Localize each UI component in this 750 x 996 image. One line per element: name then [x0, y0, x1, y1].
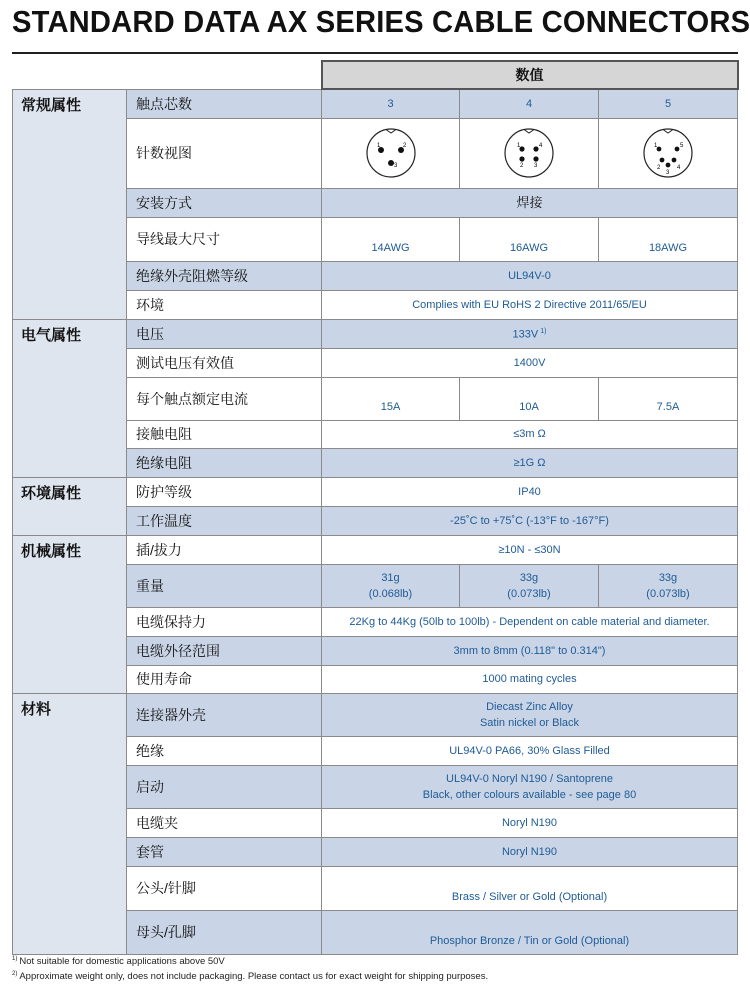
- label-mounting: 安装方式: [127, 188, 322, 217]
- label-voltage: 电压: [127, 319, 322, 348]
- table-row: [13, 89, 738, 118]
- label-protection: 防护等级: [127, 477, 322, 506]
- female-value: Phosphor Bronze / Tin or Gold (Optional): [322, 910, 738, 954]
- label-contacts: 触点芯数: [127, 89, 322, 118]
- category-environmental: 环境属性: [13, 477, 127, 535]
- label-current: 每个触点额定电流: [127, 377, 322, 420]
- category-electrical: 电气属性: [13, 319, 127, 477]
- title-rule: [12, 52, 738, 54]
- pin5-label-3: 3: [666, 170, 670, 176]
- weight-5: [599, 564, 738, 607]
- clamp-value: Noryl N190: [322, 808, 738, 837]
- footnote-2-mark: 2): [12, 971, 18, 978]
- current-5: 7.5A: [599, 377, 738, 420]
- mounting-value: 焊接: [322, 188, 738, 217]
- label-pin-view: 针数视图: [127, 118, 322, 188]
- pin4-label-2: 2: [520, 163, 524, 169]
- footnote-1: [12, 953, 488, 968]
- footnote-1-mark: 1): [12, 956, 18, 962]
- label-environment: 环境: [127, 290, 322, 319]
- header-blank: [13, 61, 322, 89]
- label-retention: 电缆保持力: [127, 607, 322, 636]
- shell-line-1: Diecast Zinc Alloy: [486, 700, 573, 713]
- pin5-label-2: 2: [657, 165, 661, 171]
- wire-size-4: 16AWG: [460, 217, 599, 261]
- weight-3-g: 31g: [381, 571, 400, 584]
- insertion-value: ≥10N - ≤30N: [322, 535, 738, 564]
- voltage-value: 133V: [512, 328, 539, 341]
- pin-5-icon: [642, 127, 694, 179]
- pin4-label-1: 1: [517, 143, 521, 149]
- pin4-label-3: 3: [534, 163, 538, 169]
- environment-value: Complies with EU RoHS 2 Directive 2011/65/EU: [322, 290, 738, 319]
- value-header: 数值: [322, 61, 738, 89]
- contacts-4: 4: [460, 89, 599, 118]
- pin3-label-2: 2: [402, 143, 406, 149]
- pin-3-icon: [365, 127, 417, 179]
- label-test-voltage: 测试电压有效值: [127, 348, 322, 377]
- test-voltage-value: 1400V: [322, 348, 738, 377]
- category-mechanical: 机械属性: [13, 535, 127, 693]
- flammability-value: UL94V-0: [322, 261, 738, 290]
- spec-table: [12, 60, 739, 955]
- boot-line-2: Black, other colours available - see page 80: [422, 788, 637, 801]
- contacts-5: 5: [599, 89, 738, 118]
- pin5-label-1: 1: [654, 143, 658, 149]
- current-4: 10A: [460, 377, 599, 420]
- boot-line-1: UL94V-0 Noryl N190 / Santoprene: [446, 772, 613, 785]
- footnote-2: [12, 968, 488, 983]
- contact-resistance-value: ≤3m Ω: [322, 420, 738, 448]
- label-insulation-resistance: 绝缘电阻: [127, 448, 322, 477]
- label-wire-size: 导线最大尺寸: [127, 217, 322, 261]
- weight-4-g: 33g: [519, 571, 539, 584]
- life-value: 1000 mating cycles: [322, 665, 738, 693]
- weight-5-g: 33g: [658, 571, 678, 584]
- label-boot: 启动: [127, 765, 322, 808]
- label-weight: 重量: [127, 564, 322, 607]
- table-row: [13, 319, 738, 348]
- sleeve-value: Noryl N190: [322, 837, 738, 866]
- header-row: [13, 61, 738, 89]
- label-temperature: 工作温度: [127, 506, 322, 535]
- weight-4-lb: (0.073lb): [507, 587, 551, 600]
- weight-3-lb: (0.068lb): [368, 587, 413, 600]
- footnotes: [12, 953, 488, 983]
- category-material: 材料: [13, 693, 127, 954]
- pin4-label-4: 4: [539, 143, 543, 149]
- page-title: STANDARD DATA AX SERIES CABLE CONNECTORS: [12, 4, 750, 39]
- pin-view-cell-3: [322, 118, 460, 188]
- label-insulator: 绝缘: [127, 736, 322, 765]
- pin3-label-3: 3: [393, 163, 397, 169]
- pin5-label-5: 5: [680, 143, 684, 149]
- cable-od-value: 3mm to 8mm (0.118" to 0.314"): [322, 636, 738, 665]
- table-row: [13, 477, 738, 506]
- table-row: [13, 535, 738, 564]
- label-cable-od: 电缆外径范围: [127, 636, 322, 665]
- label-female: 母头/孔脚: [127, 910, 322, 954]
- protection-value: IP40: [322, 477, 738, 506]
- temperature-value: -25˚C to +75˚C (-13°F to -167°F): [322, 506, 738, 535]
- shell-value: [322, 693, 738, 736]
- current-3: 15A: [322, 377, 460, 420]
- label-insertion: 插/拔力: [127, 535, 322, 564]
- label-clamp: 电缆夹: [127, 808, 322, 837]
- label-sleeve: 套管: [127, 837, 322, 866]
- label-life: 使用寿命: [127, 665, 322, 693]
- voltage-cell: [322, 319, 738, 348]
- insulator-value: UL94V-0 PA66, 30% Glass Filled: [322, 736, 738, 765]
- shell-line-2: Satin nickel or Black: [479, 716, 580, 729]
- voltage-note: 1): [540, 328, 547, 336]
- weight-5-lb: (0.073lb): [646, 587, 690, 600]
- footnote-2-text: Approximate weight only, does not include packaging. Please contact us for exact weight for shipping purposes.: [19, 971, 489, 983]
- label-flammability: 绝缘外壳阻燃等级: [127, 261, 322, 290]
- pin-4-icon: [503, 127, 555, 179]
- weight-4: [460, 564, 599, 607]
- category-general: 常规属性: [13, 89, 127, 319]
- label-contact-resistance: 接触电阻: [127, 420, 322, 448]
- boot-value: [322, 765, 738, 808]
- pin3-label-1: 1: [376, 143, 380, 149]
- retention-value: 22Kg to 44Kg (50lb to 100lb) - Dependent on cable material and diameter.: [322, 607, 738, 636]
- wire-size-5: 18AWG: [599, 217, 738, 261]
- pin5-label-4: 4: [677, 165, 681, 171]
- label-shell: 连接器外壳: [127, 693, 322, 736]
- footnote-1-text: Not suitable for domestic applications above 50V: [19, 956, 225, 968]
- label-male: 公头/针脚: [127, 866, 322, 910]
- insulation-resistance-value: ≥1G Ω: [322, 448, 738, 477]
- weight-3: [322, 564, 460, 607]
- table-row: [13, 693, 738, 736]
- contacts-3: 3: [322, 89, 460, 118]
- pin-view-cell-4: [460, 118, 599, 188]
- pin-view-cell-5: [599, 118, 738, 188]
- male-value: Brass / Silver or Gold (Optional): [322, 866, 738, 910]
- wire-size-3: 14AWG: [322, 217, 460, 261]
